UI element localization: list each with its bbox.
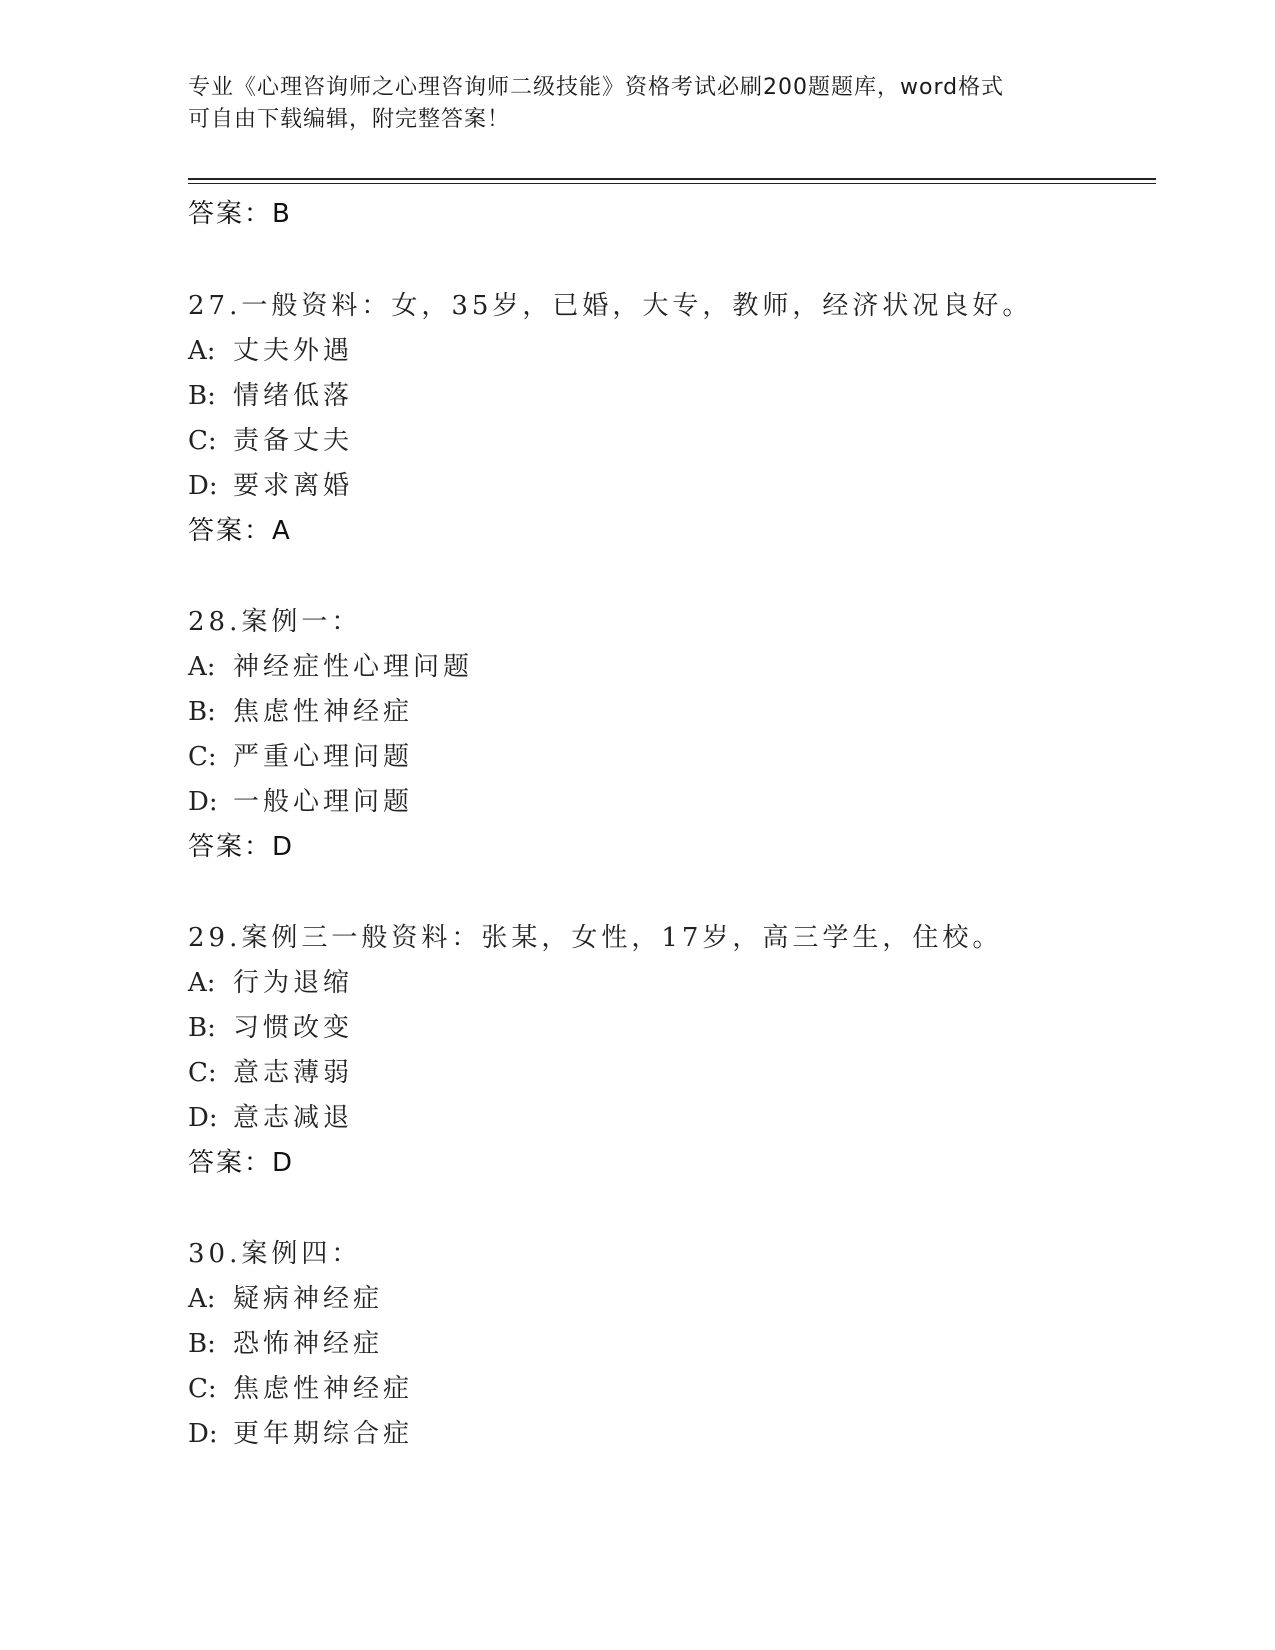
- option-text: 神经症性心理问题: [233, 652, 474, 682]
- answer-line: 答案：D: [188, 1148, 295, 1178]
- option-text: 更年期综合症: [233, 1419, 414, 1449]
- option-a: [188, 329, 1148, 374]
- option-letter: A:: [188, 652, 216, 682]
- option-text: 意志薄弱: [233, 1058, 354, 1088]
- header-rule-thin: [188, 183, 1156, 184]
- answer-line: 答案：A: [188, 516, 292, 546]
- option-letter: D:: [188, 471, 218, 501]
- question-27: [188, 283, 1148, 553]
- option-text: 行为退缩: [233, 968, 354, 998]
- option-d: [188, 464, 1148, 509]
- option-letter: D:: [188, 787, 218, 817]
- question-30: [188, 1231, 1148, 1457]
- option-a: [188, 645, 1148, 690]
- option-text: 责备丈夫: [233, 426, 354, 456]
- option-text: 恐怖神经症: [233, 1329, 384, 1359]
- option-letter: C:: [188, 742, 217, 772]
- option-letter: C:: [188, 1058, 217, 1088]
- option-letter: A:: [188, 1284, 216, 1314]
- question-29: [188, 915, 1148, 1185]
- option-b: [188, 1322, 1148, 1367]
- option-text: 要求离婚: [233, 471, 354, 501]
- spacer: [188, 553, 1148, 599]
- option-letter: D:: [188, 1103, 218, 1133]
- spacer: [188, 237, 1148, 283]
- document-header: [188, 72, 1068, 136]
- option-letter: A:: [188, 336, 216, 366]
- option-d: [188, 1412, 1148, 1457]
- option-d: [188, 780, 1148, 825]
- option-text: 情绪低落: [233, 381, 354, 411]
- option-c: [188, 1051, 1148, 1096]
- option-text: 疑病神经症: [233, 1284, 384, 1314]
- option-text: 习惯改变: [233, 1013, 354, 1043]
- option-text: 丈夫外遇: [233, 336, 354, 366]
- option-letter: D:: [188, 1419, 218, 1449]
- option-text: 意志减退: [233, 1103, 354, 1133]
- question-stem: 27.一般资料：女，35岁，已婚，大专，教师，经济状况良好。: [188, 291, 1033, 321]
- option-text: 焦虑性神经症: [233, 697, 414, 727]
- option-text: 严重心理问题: [233, 742, 414, 772]
- option-text: 焦虑性神经症: [233, 1374, 414, 1404]
- spacer: [188, 1185, 1148, 1231]
- option-b: [188, 374, 1148, 419]
- option-b: [188, 690, 1148, 735]
- option-a: [188, 1277, 1148, 1322]
- option-a: [188, 961, 1148, 1006]
- option-text: 一般心理问题: [233, 787, 414, 817]
- question-list: [188, 191, 1148, 1457]
- option-d: [188, 1096, 1148, 1141]
- answer-line: 答案：D: [188, 832, 295, 862]
- option-b: [188, 1006, 1148, 1051]
- option-letter: A:: [188, 968, 216, 998]
- previous-answer: 答案：B: [188, 199, 292, 229]
- header-line-1: 专业《心理咨询师之心理咨询师二级技能》资格考试必刷200题题库，word格式: [188, 75, 1005, 100]
- option-letter: B:: [188, 1329, 216, 1359]
- spacer: [188, 869, 1148, 915]
- option-c: [188, 419, 1148, 464]
- question-stem: 29.案例三一般资料：张某，女性，17岁，高三学生，住校。: [188, 923, 1003, 953]
- header-line-2: 可自由下载编辑，附完整答案！: [188, 107, 511, 132]
- header-rule-thick: [188, 178, 1156, 180]
- option-c: [188, 1367, 1148, 1412]
- question-28: [188, 599, 1148, 869]
- option-letter: C:: [188, 426, 217, 456]
- option-letter: B:: [188, 697, 216, 727]
- question-stem: 30.案例四：: [188, 1239, 362, 1269]
- option-letter: B:: [188, 381, 216, 411]
- question-stem: 28.案例一：: [188, 607, 362, 637]
- option-letter: C:: [188, 1374, 217, 1404]
- option-c: [188, 735, 1148, 780]
- option-letter: B:: [188, 1013, 216, 1043]
